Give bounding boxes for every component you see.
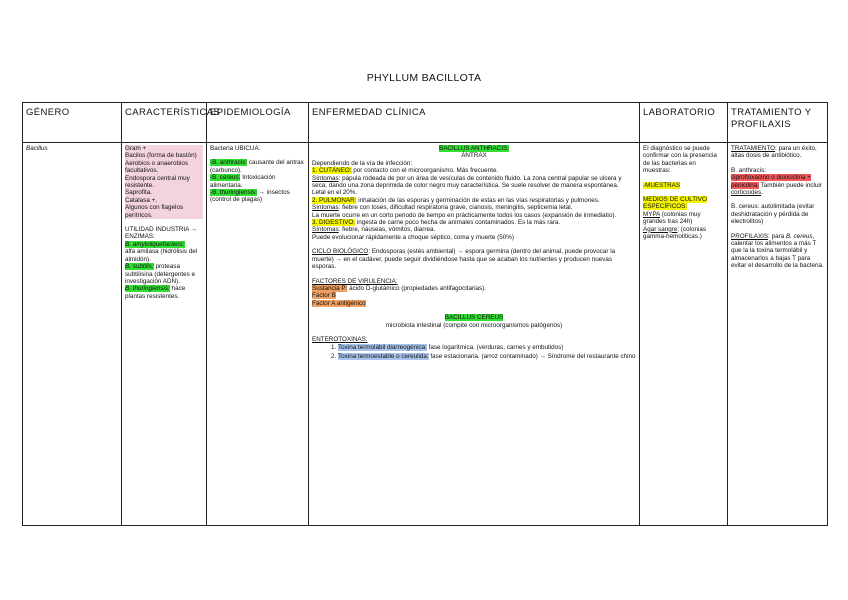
cell-enfermedad [309, 143, 640, 526]
digestivo-sint-line [312, 226, 636, 233]
toxina-termoestable: Toxina termoestable o cereulida: [338, 352, 429, 360]
choque-septico: Puede evolucionar rápidamente a choque séptico, coma y muerte (50%) [312, 233, 514, 241]
table-row [23, 143, 828, 526]
factor-b: Factor B [312, 292, 336, 300]
anthracis-title: BACILLUS ANTHRACIS: [439, 145, 509, 152]
microbiota-text: microbiota intestinal (compite con microorganismos patógenos) [385, 321, 563, 329]
profilaxis-text: : para [768, 232, 786, 240]
char-b-subtilis: B. subtilis: [125, 263, 154, 271]
epi-cereus-line [210, 174, 305, 189]
cutaneo-label: 1. CUTÁNEO: [312, 167, 352, 175]
trat-text: : para un éxito, altas dosis de antibiótico. [731, 145, 817, 160]
header-enfermedad: ENFERMEDAD CLÍNICA [309, 103, 640, 143]
cell-epidemiologia [207, 143, 309, 526]
trat-cereus-text: : autolimitada (evitar deshidratación y pérdida de electrolitos) [731, 203, 815, 226]
char-endospora: Endospora central muy resistente. [125, 174, 190, 190]
toxina-termolabil-text: fase logarítmica. (verduras, carnes y embutidos) [426, 344, 564, 352]
toxina-termoestable-text: fase estacionaria. (arroz contaminado) → Síndrome del restaurante chino [428, 352, 636, 360]
pulmonar-sintomas: : fiebre con toses, dificultad respiratoria grave, cianosis, meningitis, septicemia letal. [338, 204, 573, 212]
sintomas-label: Síntomas [312, 226, 339, 234]
epi-cereus-text: Intoxicación alimentaria. [210, 174, 276, 189]
lab-mypa: MYPA [643, 210, 661, 218]
genus-name: Bacillus [26, 145, 48, 152]
char-alfa-amilasa: alfa amilasa (hidrólisis del almidón). [125, 248, 198, 263]
lab-mypa-text: (colonias muy grandes tras 24h) [643, 210, 701, 226]
char-bacilos: Bacilos (forma de bastón) [125, 152, 197, 160]
char-block [125, 145, 203, 219]
profilaxis-bc: B. cereus [785, 232, 813, 240]
trat-cereus: B. cereus [731, 203, 758, 211]
lab-agar-text: : (colonias gamma-hemolíticas.) [643, 225, 707, 241]
enterotoxinas-list [312, 344, 636, 360]
char-flagelos: Algunos con flagelos perítricos. [125, 204, 184, 219]
char-catalasa: Catalasa +. [125, 196, 158, 204]
ciclo-text: : Endosporas (estés ambiental) → espora germina (dentro del animal, puede provocar la muerte) → en el cadáver, puede seguir dividiéndose hasta que se acaban los nutrientes y producen nuevas esporas. [312, 248, 616, 271]
header-tratamiento: TRATAMIENTO Y PROFILAXIS [728, 103, 828, 143]
page-title: PHYLLUM BACILLOTA [366, 72, 482, 84]
pulmonar-label: 2. PULMONAR: [312, 196, 357, 204]
digestivo-label: 3. DIGESTIVO: [312, 219, 356, 227]
cell-laboratorio [640, 143, 728, 526]
ciclo-line [312, 248, 636, 270]
epi-anthracis-text: causante del antrax (carbunco). [210, 159, 304, 174]
trat-cipro: ciprofloxacino o doxiciclina + penicilina. [731, 174, 811, 189]
char-enzimas: ENZIMAS: [125, 233, 155, 241]
cutaneo-text: por contacto con el microorganismo. Más frecuente. [351, 167, 499, 175]
letal-20: Letal en el 20%. [312, 189, 358, 197]
char-b-thur: B. thuringiensis: [125, 285, 170, 293]
epi-cereus: -B. cereus: [210, 174, 241, 182]
sustancia-p: Sustancia P: [312, 284, 348, 292]
cell-genero [23, 143, 122, 526]
lab-medios: MEDIOS DE CULTIVO ESPECÍFICOS: [643, 196, 707, 211]
header-caracteristicas: CARACTERÍSTICAS [122, 103, 207, 143]
list-item [338, 353, 636, 360]
sustancia-p-line [312, 285, 636, 292]
pulmonar-line [312, 197, 636, 204]
char-b-amylo: B. amyloliquefaciens: [125, 240, 185, 248]
profilaxis-rest: , calentar los alimentos a más T que la la toxina termolábil y almacenarlos a bajas T para evitar el desarrollo de la bacteria. [731, 232, 824, 270]
factor-a: Factor A antigénico [312, 299, 366, 307]
char-utilidad: UTILIDAD INDUSTRIA → [125, 226, 198, 234]
digestivo-sintomas: : fiebre, náuseas, vómitos, diarrea. [338, 226, 436, 234]
trat-cipro-line [731, 174, 824, 196]
via-infeccion: Dependiendo de la vía de infección: [312, 159, 413, 167]
lab-muestras: -MUESTRAS [643, 181, 681, 189]
bacillota-table [22, 102, 828, 526]
char-proteasa: proteasa subtilisina (detergentes e investigación ADN). [125, 263, 196, 285]
trat-cereus-line [731, 203, 824, 225]
digestivo-text: ingesta de carne poco hecha de animales contaminados. Es la más rara. [355, 219, 561, 227]
enterotoxinas-label: ENTEROTOXINAS: [312, 335, 368, 343]
trat-corticoides: corticoides [731, 189, 762, 197]
cutaneo-sint-line [312, 175, 636, 190]
profilaxis-label: PROFILAXIS [731, 232, 769, 240]
char-hace: hace plantas resistentes. [125, 285, 186, 300]
header-row [23, 103, 828, 143]
epi-thur-text: → insectos (control de plagas) [210, 189, 290, 204]
lab-agar-line [643, 226, 724, 241]
lab-mypa-line [643, 211, 724, 226]
epi-ubicua: Bacteria UBICUA. [210, 145, 261, 152]
cutaneo-line [312, 167, 636, 174]
cell-caracteristicas [122, 143, 207, 526]
trat-line [731, 145, 824, 160]
epi-thur-line [210, 189, 305, 204]
epi-anthracis: -B. anthracis: [210, 159, 248, 167]
char-gram: Gram + [125, 145, 147, 152]
pulmonar-sint-line [312, 204, 636, 211]
cereus-title: BACILLUS CEREUS [444, 314, 504, 322]
ciclo-label: CICLO BIOLÓGICO [312, 248, 369, 256]
factores-label: FACTORES DE VIRULENCIA: [312, 277, 398, 285]
char-saprofita: Saprofita. [125, 189, 152, 197]
antrax-subtitle: ÁNTRAX [461, 152, 487, 160]
trat-cortic-end: . [761, 189, 763, 197]
lab-diagnostico: El diagnóstico se puede confirmar con la presencia de las bacterias en muestras: [643, 145, 717, 175]
toxina-termolabil: Toxina termolábil diarreogénica: [338, 344, 427, 352]
cell-tratamiento [728, 143, 828, 526]
pulmonar-text: inhalación de las esporas y germinación de estas en las vías respiratorias y pulmones. [356, 196, 600, 204]
header-genero: GÉNERO [23, 103, 122, 143]
header-laboratorio: LABORATORIO [640, 103, 728, 143]
epi-thur: -B. thuringiensis: [210, 189, 257, 197]
trat-tambien: También puede incluir [759, 181, 822, 189]
char-aerobios: Aerobios o anaerobios facultativos. [125, 159, 189, 175]
muerte-text: La muerte ocurre en un corto periodo de tiempo en prácticamente todos los casos (expansión de inmediatio). [312, 211, 617, 219]
profilaxis-line [731, 233, 824, 270]
char-thur-line [125, 285, 203, 300]
sustancia-p-text: ácido D-glutámico (propiedades antifagocitarias). [347, 284, 486, 292]
epi-anthracis-line [210, 159, 305, 174]
trat-anthracis: B. anthracis: [731, 166, 766, 174]
list-item [338, 344, 636, 351]
sintomas-label: Síntomas [312, 174, 339, 182]
lab-agar: Agar sangre [643, 225, 678, 233]
digestivo-line [312, 219, 636, 226]
cereus-title-line [312, 314, 636, 321]
char-subtilis-line [125, 263, 203, 285]
header-epidemiologia: EPIDEMIOLOGÍA [207, 103, 309, 143]
sintomas-label: Síntomas [312, 204, 339, 212]
cutaneo-sintomas: : pápula rodeada de por un área de vesículas de contenido fluido. La zona central papular se ulcera y seca, dando una zona deprimida de color negro muy característica. Se suele resolver de manera espontánea. [312, 174, 622, 190]
trat-label: TRATAMIENTO [731, 145, 776, 152]
